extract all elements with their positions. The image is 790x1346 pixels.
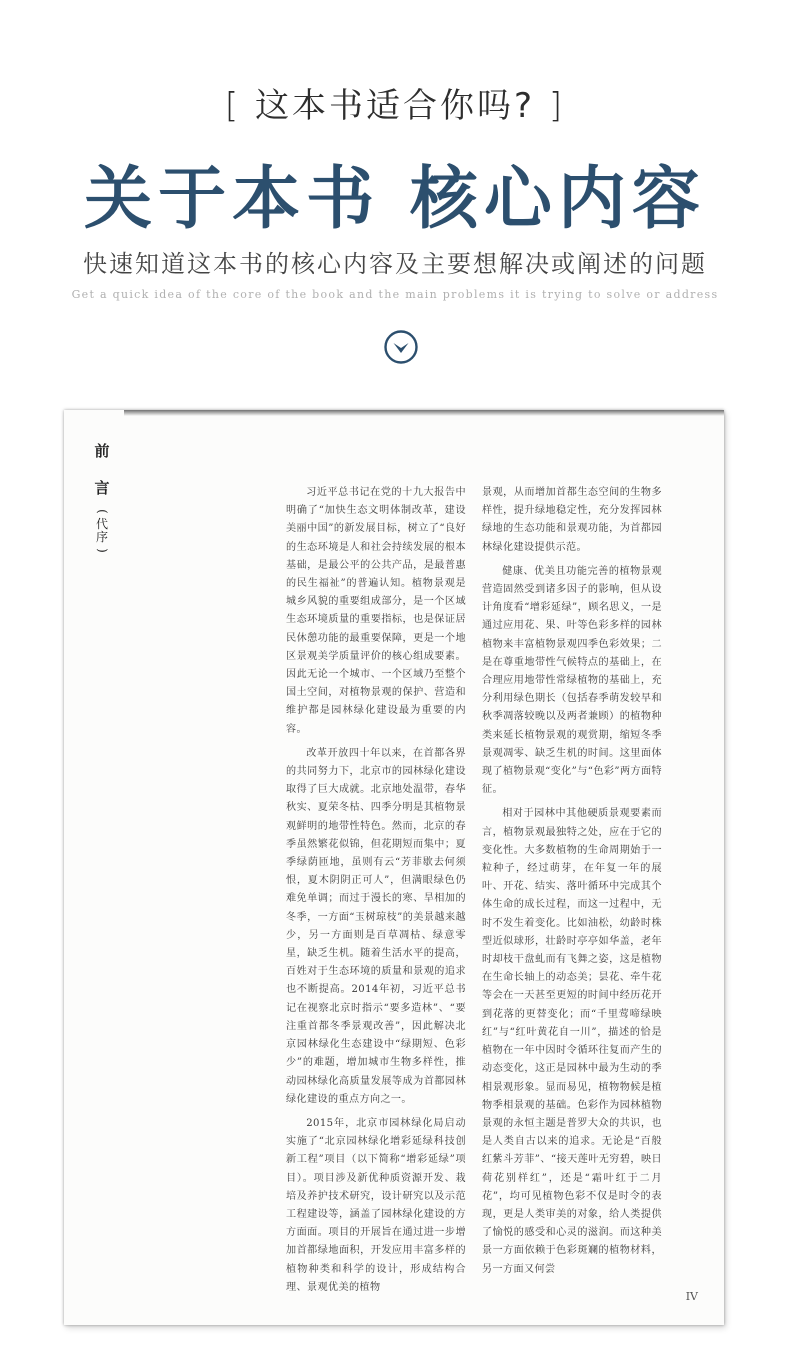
bracket-open: [ [224, 86, 242, 126]
main-title: 关于本书 核心内容 [84, 159, 706, 239]
page-number: IV [685, 1290, 698, 1303]
english-subtitle: Get a quick idea of the core of the book and the main problems it is trying to solve or address [71, 288, 719, 301]
chevron-down-circle-icon [383, 329, 419, 365]
page-top-shadow [124, 410, 724, 416]
question-text: 这本书适合你吗? [254, 86, 536, 126]
book-page-scan [64, 410, 724, 1325]
text-column-right [482, 484, 662, 1279]
paragraph: 改革开放四十年以来，在首都各界的共同努力下，北京市的园林绿化建设取得了巨大成就。北京地处温带，春华秋实、夏荣冬枯、四季分明是其植物景观鲜明的地带性特色。然而，北京的春季虽然繁花似锦，但花期短而集中；夏季绿荫匝地，虽则有云“芳菲歇去何须恨，夏木阴阴正可人”，但满眼绿色仍难免单调；而过于漫长的寒、旱相加的冬季，一方面“玉树琼枝”的美景越来越少，另一方面则是百草凋枯、绿意零星，缺乏生机。随着生活水平的提高，百姓对于生态环境的质量和景观的追求也不断提高。2014年初，习近平总书记在视察北京时指示“要多造林”、“要注重首都冬季景观改善”，因此解决北京园林绿化生态建设中“绿期短、色彩少”的难题，增加城市生物多样性，推动园林绿化高质量发展等成为首都园林绿化建设的重点方向之一。 [286, 747, 466, 1105]
subheading-char: 序 [95, 530, 108, 544]
paragraph: 景观，从而增加首都生态空间的生物多样性，提升绿地稳定性，充分发挥园林绿地的生态功能和景观功能，为首都园林绿化建设提供示范。 [482, 487, 662, 553]
subheading-char: ( [95, 509, 110, 514]
bracket-close: ] [548, 86, 566, 126]
subtitle: 快速知道这本书的核心内容及主要想解决或阐述的问题 [83, 250, 707, 278]
preface-heading [92, 440, 112, 498]
paragraph: 2015年，北京市园林绿化局启动实施了“北京园林绿化增彩延绿科技创新工程”项目（以下简称“增彩延绿”项目）。项目涉及新优种质资源开发、栽培及养护技术研究，设计研究以及示范工程建设等，涵盖了园林绿化建设的方方面面。项目的开展旨在通过进一步增加首都绿地面积，开发应用丰富多样的植物种类和科学的设计，形成结构合理、景观优美的植物 [286, 1117, 466, 1293]
paragraph: 习近平总书记在党的十九大报告中明确了“加快生态文明体制改革，建设美丽中国”的新发展目标，树立了“良好的生态环境是人和社会持续发展的根本基础，是最公平的公共产品，是最普惠的民生福祉”的普遍认知。植物景观是城乡风貌的重要组成部分，是一个区域生态环境质量的重要指标，也是保证居民休憩功能的最重要保障，更是一个地区景观美学质量评价的核心组成要素。因此无论一个城市、一个区域乃至整个国土空间，对植物景观的保护、营造和维护都是园林绿化建设最为重要的内容。 [286, 487, 466, 735]
section-question-title [0, 78, 790, 127]
paragraph: 健康、优美且功能完善的植物景观营造固然受到诸多因子的影响，但从设计角度看“增彩延绿”，顾名思义，一是通过应用花、果、叶等色彩多样的园林植物来丰富植物景观四季色彩效果；二是在尊重地带性气候特点的基础上，在合理应用地带性常绿植物的基础上，充分利用绿色期长（包括春季萌发较早和秋季凋落较晚以及两者兼顾）的植物种类来延长植物景观的观赏期，缩短冬季景观凋零、缺乏生机的时间。这里面体现了植物景观“变化”与“色彩”两方面特征。 [482, 565, 662, 796]
text-column-left [286, 484, 466, 1297]
subheading-char: ) [95, 548, 110, 553]
preface-subheading [94, 505, 110, 557]
paragraph: 相对于园林中其他硬质景观要素而言，植物景观最独特之处，应在于它的变化性。大多数植物的生命周期始于一粒种子，经过萌芽，在年复一年的展叶、开花、结实、落叶循环中完成其个体生命的成长过程，而这一过程中，无时不发生着变化。比如油松，幼龄时株型近似球形，壮龄时亭亭如华盖，老年时却枝干盘虬而有飞舞之姿，这是植物在生命长轴上的动态美；昙花、牵牛花等会在一天甚至更短的时间中经历花开到花落的更替变化；而“千里莺啼绿映红”与“红叶黄花自一川”，描述的恰是植物在一年中因时令循环往复而产生的动态变化，这正是园林中最为生动的季相景观形象。显而易见，植物物候是植物季相景观的基础。色彩作为园林植物景观的永恒主题是普罗大众的共识，也是人类自古以来的追求。无论是“百般红紫斗芳菲”、“接天莲叶无穷碧，映日荷花别样红”，还是“霜叶红于二月花”，均可见植物色彩不仅是时令的表现，更是人类审美的对象，给人类提供了愉悦的感受和心灵的滋润。而这种美景一方面依赖于色彩斑斓的植物材料，另一方面又何尝 [482, 808, 662, 1275]
preface-heading-char: 言 [94, 479, 110, 497]
subheading-char: 代 [95, 517, 108, 531]
preface-heading-char: 前 [94, 442, 110, 460]
